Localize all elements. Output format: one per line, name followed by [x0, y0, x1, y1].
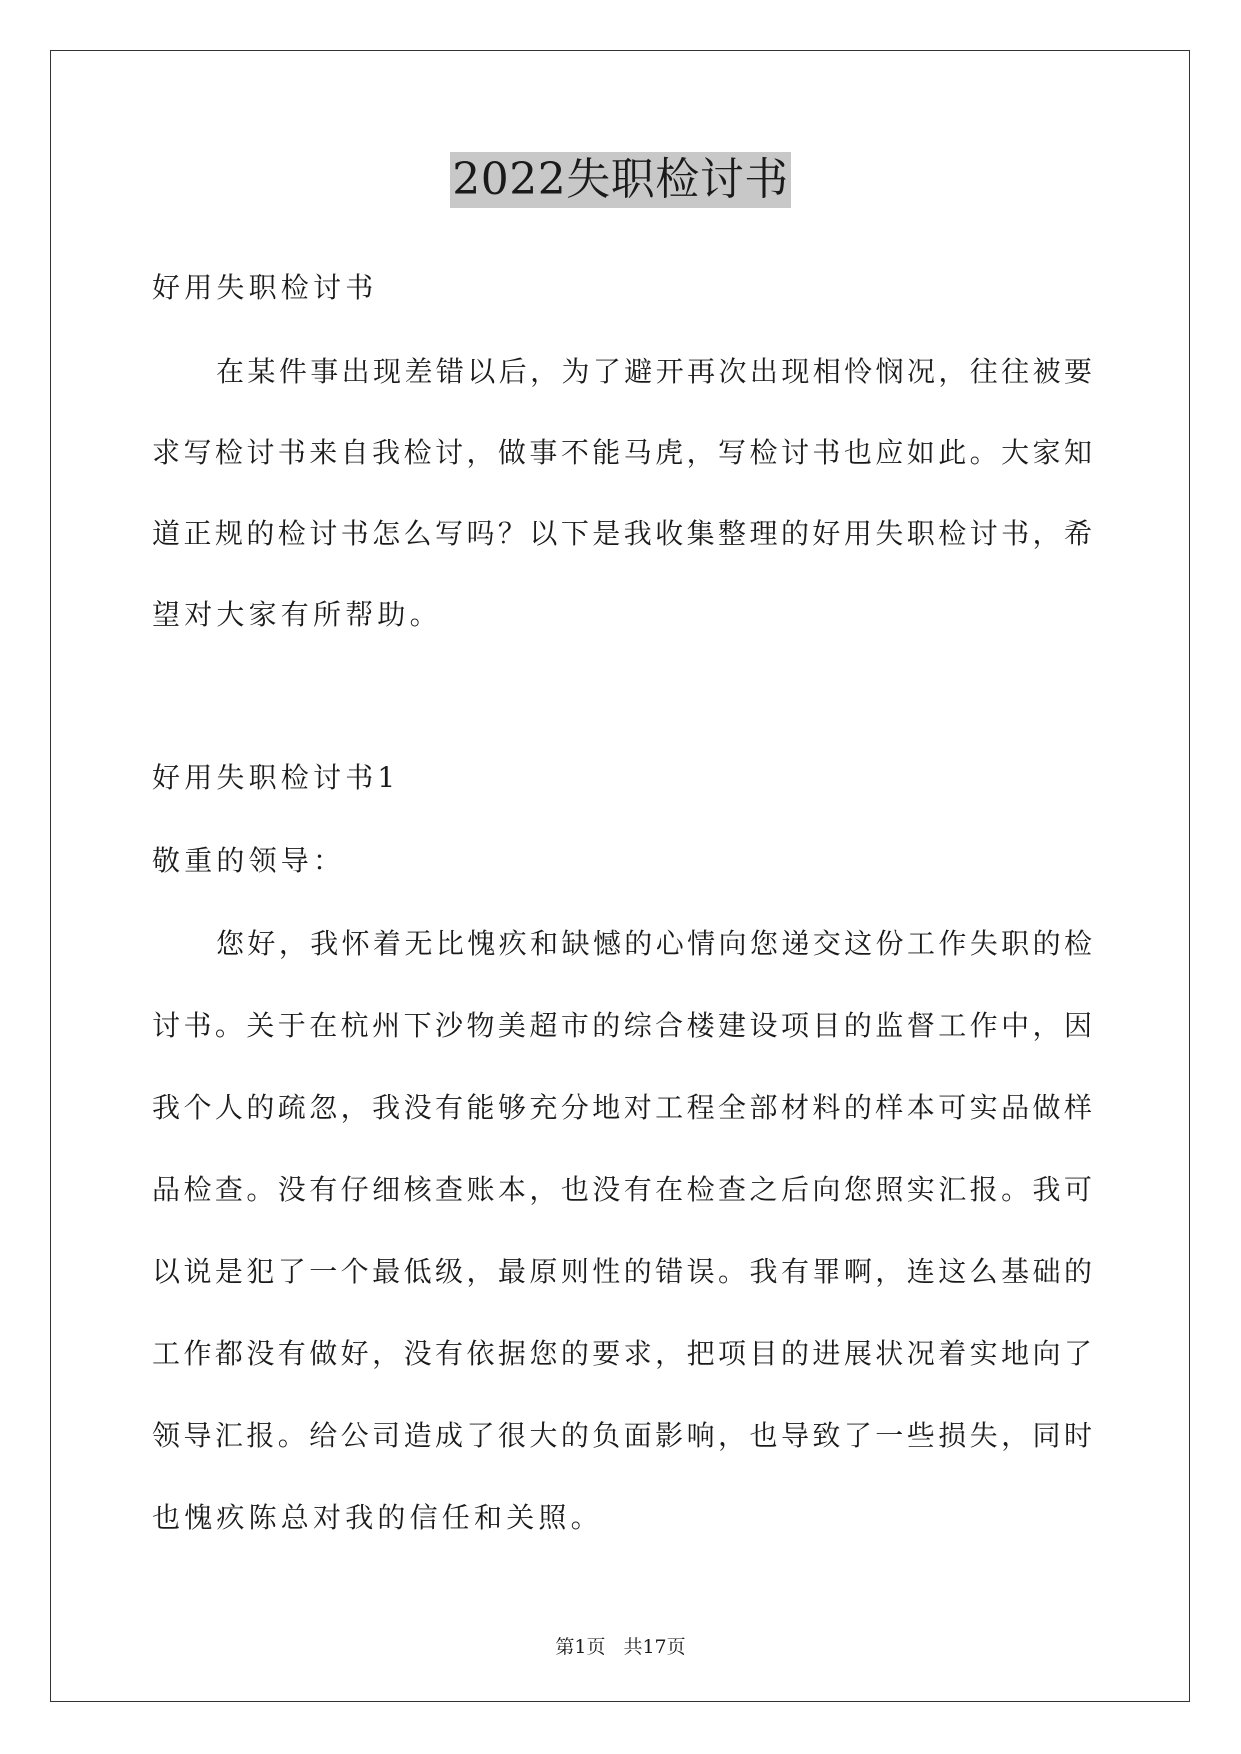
body-line-4: 品检查。没有仔细核查账本，也没有在检查之后向您照实汇报。我可 [152, 1173, 1092, 1206]
body-line-7: 领导汇报。给公司造成了很大的负面影响，也导致了一些损失，同时 [152, 1419, 1092, 1452]
title-wrap [0, 152, 1241, 208]
salutation: 敬重的领导： [152, 844, 346, 877]
intro-line-1: 在某件事出现差错以后，为了避开再次出现相怜悯况，往往被要 [216, 355, 1092, 388]
body-line-6: 工作都没有做好，没有依据您的要求，把项目的进展状况着实地向了 [152, 1337, 1092, 1370]
document-title: 2022失职检讨书 [450, 152, 790, 208]
page-footer [0, 1634, 1241, 1660]
document-subtitle: 好用失职检讨书 [152, 271, 378, 304]
page-number: 第1页 [555, 1636, 606, 1658]
intro-line-3: 道正规的检讨书怎么写吗？以下是我收集整理的好用失职检讨书，希 [152, 517, 1092, 550]
page-total: 共17页 [623, 1636, 686, 1658]
body-line-3: 我个人的疏忽，我没有能够充分地对工程全部材料的样本可实品做样 [152, 1091, 1092, 1124]
intro-line-4: 望对大家有所帮助。 [152, 598, 442, 631]
body-line-5: 以说是犯了一个最低级，最原则性的错误。我有罪啊，连这么基础的 [152, 1255, 1092, 1288]
body-line-8: 也愧疚陈总对我的信任和关照。 [152, 1501, 603, 1534]
body-line-2: 讨书。关于在杭州下沙物美超市的综合楼建设项目的监督工作中，因 [152, 1009, 1092, 1042]
section-heading: 好用失职检讨书1 [152, 761, 400, 794]
intro-line-2: 求写检讨书来自我检讨，做事不能马虎，写检讨书也应如此。大家知 [152, 436, 1092, 469]
body-line-1: 您好，我怀着无比愧疚和缺憾的心情向您递交这份工作失职的检 [216, 927, 1092, 960]
